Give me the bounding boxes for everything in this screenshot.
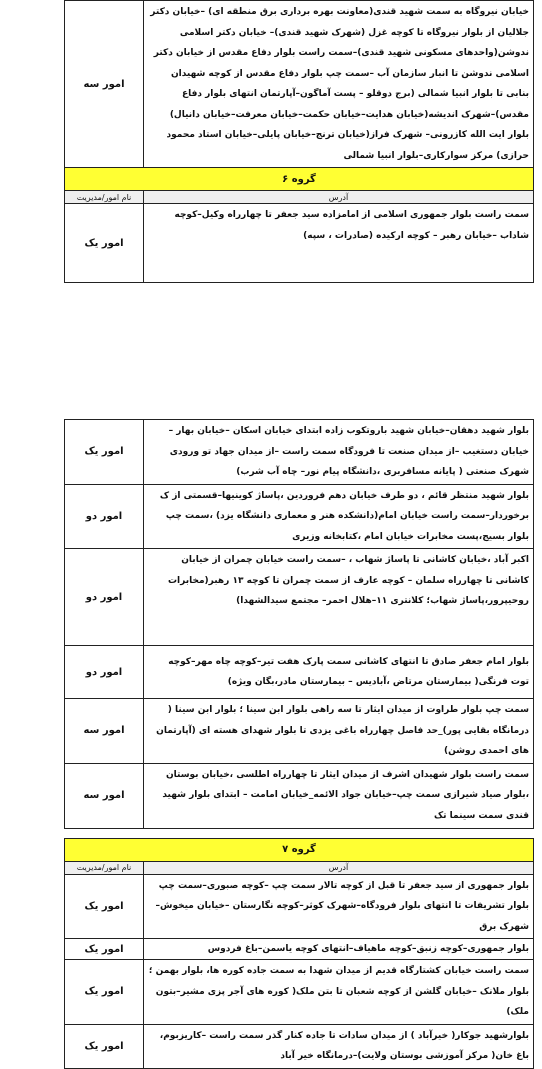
address-table-bottom <box>64 419 534 1069</box>
department-cell: امور دو <box>65 484 144 549</box>
column-header-department: نام امور/مدیریت <box>65 191 144 204</box>
group-title: گروه ۶ <box>65 168 534 191</box>
department-cell: امور سه <box>65 699 144 764</box>
spacer-cell <box>65 828 534 838</box>
address-cell: بلوار شهید دهقان–خیابان شهید باروتکوب زاده ابتدای خیابان اسکان –خیابان بهار –خیابان دستغیب –از میدان صنعت تا فرودگاه سمت راست –از میدان جهاد تو ورودی شهرک صنعتی ( پایانه مسافربری ،دانشگاه پیام نور– چاه آب شرب) <box>144 420 534 485</box>
department-cell: امور سه <box>65 763 144 828</box>
address-cell: اکبر آباد ،خیابان کاشانی تا پاساژ شهاب ، –سمت راست خیابان چمران از خیابان کاشانی تا چهارراه سلمان – کوچه عارف از سمت چمران تا کوچه ۱۳ رهبر(مخابرات روحیپرور،پاساژ شهاب؛ کلانتری ۱۱–هلال احمر– مجتمع سیدالشهدا) <box>144 549 534 646</box>
column-header-address: آدرس <box>144 861 534 874</box>
department-cell: امور دو <box>65 646 144 699</box>
address-cell: سمت راست بلوار شهیدان اشرف از میدان ایثار تا چهارراه اطلسی ،خیابان بوستان ،بلوار صیاد شیرازی سمت چپ–خیابان جواد الائمه_خیابان امامت – ابتدای بلوار شهید قندی سمت سینما تک <box>144 763 534 828</box>
table-row <box>65 939 534 960</box>
column-header-address: آدرس <box>144 191 534 204</box>
group-header-row <box>65 838 534 861</box>
table-row <box>65 204 534 283</box>
address-cell: سمت راست بلوار جمهوری اسلامی از امامزاده سید جعفر تا چهارراه وکیل–کوچه شاداب –خیابان رهبر – کوچه ارکیده (صادرات ، سپه) <box>144 204 534 283</box>
table-row <box>65 484 534 549</box>
address-cell: بلوار شهید منتظر قائم ، دو طرف خیابان دهم فروردین ،پاساژ کوینیها–قسمتی از ک برخوردار–سمت راست خیابان امام(دانشکده هنر و معماری دانشگاه یزد) ،سمت چپ بلوار بسیج،پست مخابرات خیابان امام ،کتابخانه وزیری <box>144 484 534 549</box>
table-row <box>65 763 534 828</box>
department-cell: امور یک <box>65 420 144 485</box>
department-cell: امور سه <box>65 1 144 168</box>
column-header-row <box>65 191 534 204</box>
department-cell: امور یک <box>65 204 144 283</box>
table-row <box>65 646 534 699</box>
address-cell: بلوار جمهوری–کوچه زنبق–کوچه ماهیاف–انتهای کوچه یاسمن–باغ فردوس <box>144 939 534 960</box>
table-row <box>65 699 534 764</box>
address-cell: خیابان نیروگاه به سمت شهید قندی(معاونت بهره برداری برق منطقه ای) –خیابان دکتر جلالیان از بلوار نیروگاه تا کوچه غزل (شهرک شهید قندی)– خیابان دکتر اسلامی ندوشن(واحدهای مسکونی شهید قندی)–سمت راست بلوار دفاع مقدس از خیابان دکتر اسلامی ندوشن تا انبار سازمان آب –سمت چپ بلوار دفاع مقدس از کوچه شهیدان بنابی تا بلوار انبیا شمالی (برج دوقلو – پست آماگون–آپارتمان انتهای بلوار دفاع مقدس)–شهرک اندیشه(خیابان هدایت–خیابان حکمت–خیابان معرفت–خیابان دانیال) بلوار ایت الله کازرونی– شهرک فراز(خیابان ترنج–خیابان پایلی–خیابان استاد محمود حرازی) مرکز سوارکاری–بلوار انبیا شمالی <box>144 1 534 168</box>
column-header-department: نام امور/مدیریت <box>65 861 144 874</box>
column-header-row <box>65 861 534 874</box>
department-cell: امور یک <box>65 874 144 939</box>
table-row <box>65 1 534 168</box>
table-row <box>65 1024 534 1068</box>
address-table-top <box>64 0 534 283</box>
department-cell: امور یک <box>65 1024 144 1068</box>
spacer-row <box>65 828 534 838</box>
table-row <box>65 874 534 939</box>
table-row <box>65 549 534 646</box>
department-cell: امور دو <box>65 549 144 646</box>
table-row <box>65 420 534 485</box>
address-cell: بلوارشهید جوکار( خیرآباد ) از میدان سادات تا جاده کنار گذر سمت راست –کاریزبوم، باغ خان( مرکز آموزشی بوستان ولایت)–درمانگاه خیر آباد <box>144 1024 534 1068</box>
address-cell: بلوار امام جعفر صادق تا انتهای کاشانی سمت پارک هفت تیر–کوچه چاه مهر–کوچه توت فرنگی( بیمارستان مرتاض ،آبادیس – بیمارستان مادر،بگان ویژه) <box>144 646 534 699</box>
group-header-row <box>65 168 534 191</box>
department-cell: امور یک <box>65 939 144 960</box>
group-title: گروه ۷ <box>65 838 534 861</box>
department-cell: امور یک <box>65 960 144 1025</box>
table-row <box>65 960 534 1025</box>
address-cell: بلوار جمهوری از سید جعفر تا قبل از کوچه تالار سمت چپ –کوچه صبوری–سمت چپ بلوار تشریفات تا انتهای بلوار فرودگاه–شهرک کوثر–کوچه نگارستان –خیابان میخوش–شهرک برق <box>144 874 534 939</box>
address-cell: سمت راست خیابان کشتارگاه قدیم از میدان شهدا به سمت جاده کوره ها، بلوار بهمن ؛بلوار ملانک –خیابان گلشن از کوچه شعبان تا بتن ملک( کوره های آجر پزی مشیر–بتون ملک) <box>144 960 534 1025</box>
address-cell: سمت چپ بلوار طراوت از میدان ایثار تا سه راهی بلوار ابن سینا ؛ بلوار ابن سینا ( درمانگاه بقایی پور)_حد فاصل چهارراه باغی یزدی تا بلوار شهدای هسته ای (آپارتمان های احمدی روشن) <box>144 699 534 764</box>
